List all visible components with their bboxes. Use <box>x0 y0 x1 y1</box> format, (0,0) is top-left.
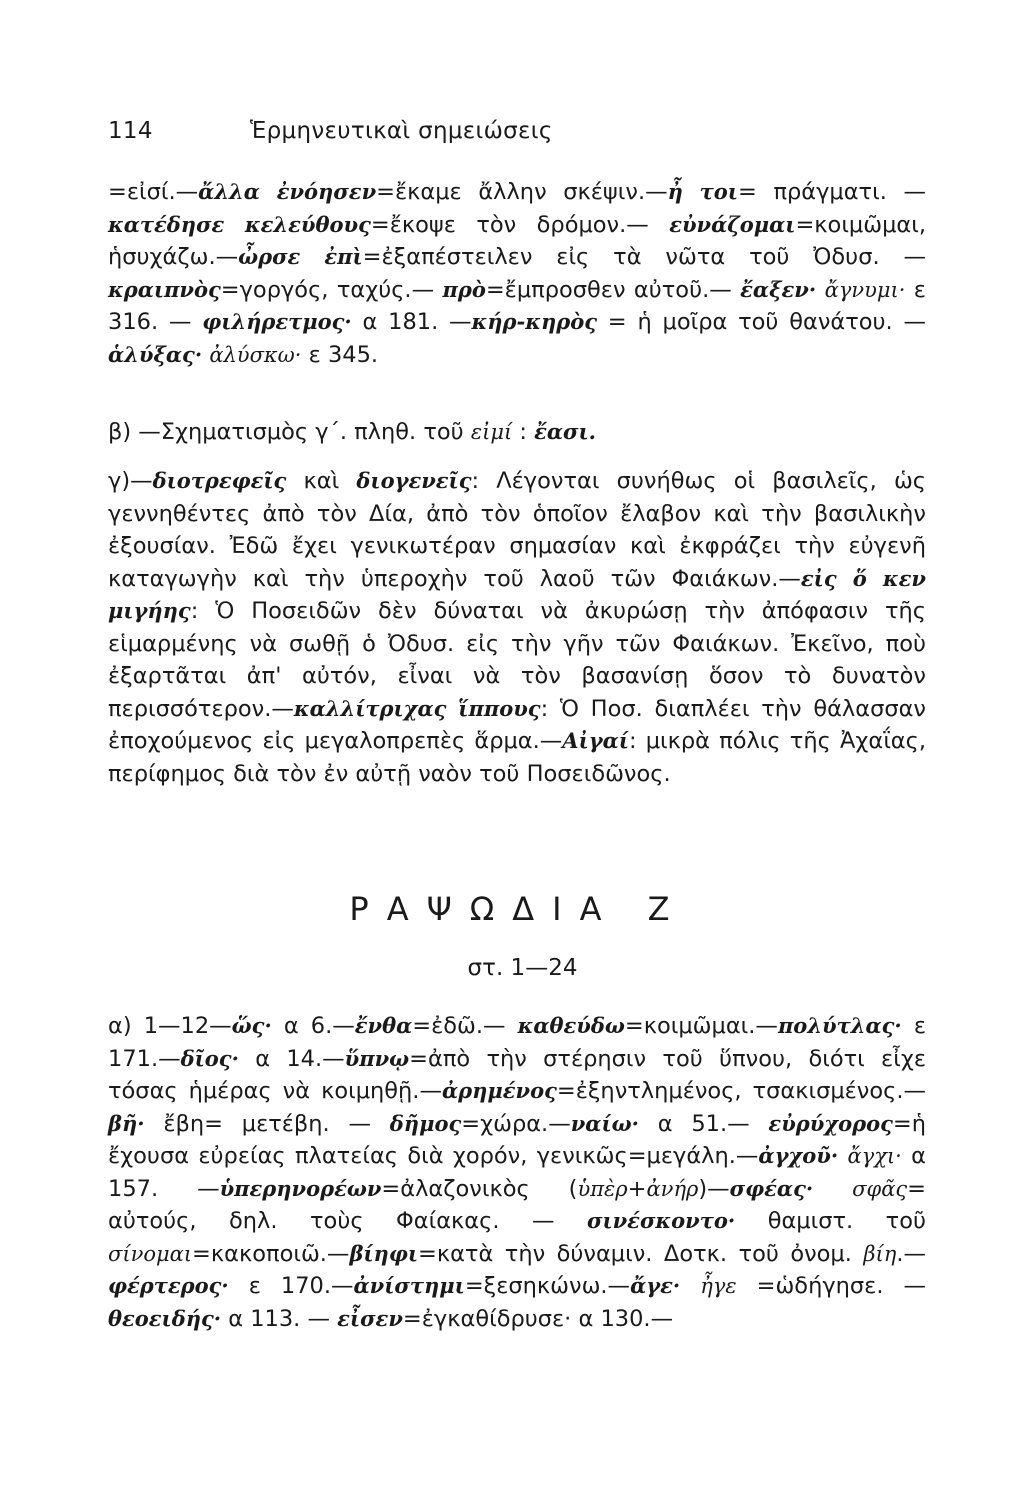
lemma: φέρτερος· <box>108 1273 229 1298</box>
text: =ἡ ἔχουσα εὐρείας πλατείας διὰ χορόν, γενικῶς=μεγάλη.— <box>108 1110 926 1169</box>
text: =κοιμῶμαι.— <box>624 1013 778 1039</box>
text: : Ὁ Ποσ. διαπλέει τὴν θάλασσαν ἐποχούμενος εἰς μεγαλοπρεπὲς ἅρμα.— <box>108 695 926 754</box>
text: : <box>512 419 535 445</box>
lemma: δῖος· <box>180 1045 239 1071</box>
text: =ἀπὸ τὴν στέρησιν τοῦ ὕπνου, διότι εἶχε τόσας ἡμέρας νὰ κοιμηθῇ.— <box>108 1045 926 1104</box>
text: ε 170.— <box>228 1273 354 1299</box>
lemma: ἄλλα ἐνόησεν <box>198 179 377 204</box>
italic-form: ἄγνυμι· <box>824 277 906 302</box>
lemma: ὥς· <box>231 1013 272 1038</box>
lemma: καλλίτριχας ἵππους <box>293 695 541 721</box>
text: α 113. — <box>221 1305 338 1332</box>
lemma: ἀρημένος <box>441 1078 557 1103</box>
text: α 6.— <box>271 1013 355 1039</box>
lemma: ἔνθα <box>354 1013 413 1038</box>
text: ε 316. — <box>108 276 926 335</box>
page-header <box>108 118 908 144</box>
commentary-paragraph-4 <box>108 1010 926 1335</box>
lemma: ὦρσε ἐπὶ <box>238 244 363 269</box>
text: α 157. — <box>108 1143 926 1202</box>
lemma: κατέδησε κελεύθους <box>108 211 371 237</box>
lemma: εὐνάζομαι <box>669 211 796 237</box>
text: =ἐξαπέστειλεν εἰς τὰ νῶτα τοῦ Ὀδυσ. — <box>362 244 926 270</box>
text: =κοιμῶμαι, ἡσυχάζω.— <box>108 211 926 270</box>
text: =ἔμπροσθεν αὐτοῦ.— <box>485 276 741 303</box>
text: = πράγματι. — <box>737 179 926 205</box>
italic-form: σφᾶς <box>852 1176 908 1201</box>
lemma: εὐρύχορος <box>768 1110 893 1136</box>
lemma: ἔαξεν· <box>740 276 817 302</box>
text: α) 1—12— <box>108 1013 232 1039</box>
text: γ)— <box>108 468 153 494</box>
lemma: σφέας· <box>729 1175 814 1201</box>
text: =ἐδῶ.— <box>412 1013 518 1039</box>
lemma: πολύτλας· <box>777 1013 902 1038</box>
lemma: ὑπερηνορέων <box>219 1175 382 1201</box>
lemma: πρὸ <box>442 276 486 302</box>
page-number: 114 <box>108 118 153 144</box>
text: β) —Σχηματισμὸς γ΄. πληθ. τοῦ <box>108 419 471 445</box>
section-title: ΡΑΨΩΔΙΑ Ζ <box>349 890 688 928</box>
text: =χώρα.— <box>461 1110 571 1137</box>
text: + <box>627 1175 647 1202</box>
text: =κακοποιῶ.— <box>192 1240 350 1267</box>
italic-form: ὑπὲρ <box>577 1176 628 1201</box>
italic-form: ἀλύσκω· <box>209 342 302 367</box>
lemma: ἦ τοι <box>667 179 738 204</box>
text: =ὡδήγησε. — <box>736 1273 926 1299</box>
lemma: ἀνίστημι <box>353 1273 465 1298</box>
text: =εἰσί.— <box>108 179 199 205</box>
lemma: ἁλύξας· <box>108 341 203 367</box>
lemma: θεοειδής· <box>108 1305 222 1331</box>
text: καὶ <box>286 468 357 494</box>
italic-form: σίνομαι <box>108 1241 193 1266</box>
lemma: ἀγχοῦ· <box>758 1143 839 1168</box>
lemma: βῆ· <box>108 1110 145 1136</box>
italic-form: ἄγχι· <box>847 1144 902 1168</box>
italic-form: βίη <box>863 1241 897 1266</box>
section-verses: στ. 1—24 <box>467 955 578 981</box>
text: = αὐτούς, δηλ. τοὺς Φαίακας. — <box>108 1175 927 1234</box>
lemma: κραιπνὸς <box>108 276 221 302</box>
italic-form: εἰμί <box>470 420 513 444</box>
italic-form: ἦγε <box>700 1274 737 1298</box>
italic-form: ἀνήρ <box>646 1176 699 1201</box>
lemma: καθεύδω <box>517 1013 625 1038</box>
commentary-paragraph-1 <box>108 176 926 371</box>
running-title: Ἑρμηνευτικαὶ σημειώσεις <box>250 118 553 144</box>
text: =ἐγκαθίδρυσε· α 130.— <box>402 1305 674 1332</box>
text: : μικρὰ πόλις τῆς Ἀχαΐας, περίφημος διὰ τὸν ἐν αὐτῇ ναὸν τοῦ Ποσειδῶνος. <box>108 728 926 787</box>
lemma: Αἰγαί <box>562 728 629 753</box>
text: : Λέγονται συνήθως οἱ βασιλεῖς, ὡς γεννηθέντες ἀπὸ τὸν Δία, ἀπὸ τὸν ὁποῖον ἔλαβον καὶ τὴν βασιλικὴν ἐξουσίαν. Ἐδῶ ἔχει γενικωτέραν σημασίαν καὶ ἐκφράζει τὴν εὐγενῆ καταγωγὴν καὶ τὴν ὑπεροχὴν τοῦ λαοῦ τῶν Φαιάκων.— <box>108 468 926 592</box>
text: =ἀλαζονικὸς ( <box>381 1175 578 1202</box>
text: ἔβη= μετέβη. — <box>144 1110 390 1137</box>
lemma: εἶσεν <box>337 1305 403 1331</box>
lemma: διοτρεφεῖς <box>152 468 287 493</box>
text: =ἔκοψε τὸν δρόμον.— <box>370 211 670 238</box>
text: =γοργός, ταχύς.— <box>220 276 443 303</box>
lemma: δῆμος <box>389 1110 462 1136</box>
text: ε 171.— <box>108 1013 926 1072</box>
text: θαμιστ. τοῦ <box>735 1208 927 1234</box>
lemma: ἄγε· <box>630 1273 681 1298</box>
commentary-paragraph-3 <box>108 465 926 790</box>
commentary-paragraph-2 <box>108 416 926 449</box>
text: =ἔκαμε ἄλλην σκέψιν.— <box>376 179 668 205</box>
text: : Ὁ Ποσειδῶν δὲν δύναται νὰ ἀκυρώσῃ τὴν ἀπόφασιν τῆς εἱμαρμένης νὰ σωθῇ ὁ Ὀδυσ. εἰς τὴν γῆν τῶν Φαιάκων. Ἐκεῖνο, ποὺ ἐξαρτᾶται ἀπ' αὐτόν, εἶναι νὰ τὸν βασανίσῃ ὅσον τὸ δυνατὸν περισσότερον.— <box>108 598 926 722</box>
text: ε 345. <box>301 341 379 368</box>
lemma: ναίω· <box>570 1110 639 1136</box>
text: α 181. — <box>351 309 472 335</box>
text: α 14.— <box>238 1045 345 1072</box>
text: α 51.— <box>638 1110 769 1137</box>
text: .— <box>896 1240 926 1267</box>
text: =κατὰ τὴν δύναμιν. Δοτκ. τοῦ ὀνομ. <box>417 1240 864 1267</box>
lemma: διογενεῖς <box>356 468 472 493</box>
lemma: ὕπνῳ <box>344 1045 410 1071</box>
lemma: βίηφι <box>349 1240 418 1266</box>
text: =ἐξηντλημένος, τσακισμένος.— <box>556 1078 926 1104</box>
lemma: φιλήρετμος· <box>202 309 352 334</box>
lemma: ἔασι. <box>534 419 596 444</box>
lemma: εἰς ὅ κεν μιγήης <box>108 565 926 623</box>
lemma: κήρ-κηρὸς <box>471 309 597 334</box>
text: )— <box>698 1175 730 1202</box>
text: = ἡ μοῖρα τοῦ θανάτου. — <box>597 309 927 335</box>
lemma: σινέσκοντο· <box>586 1208 736 1233</box>
text: =ξεσηκώνω.— <box>464 1273 631 1299</box>
